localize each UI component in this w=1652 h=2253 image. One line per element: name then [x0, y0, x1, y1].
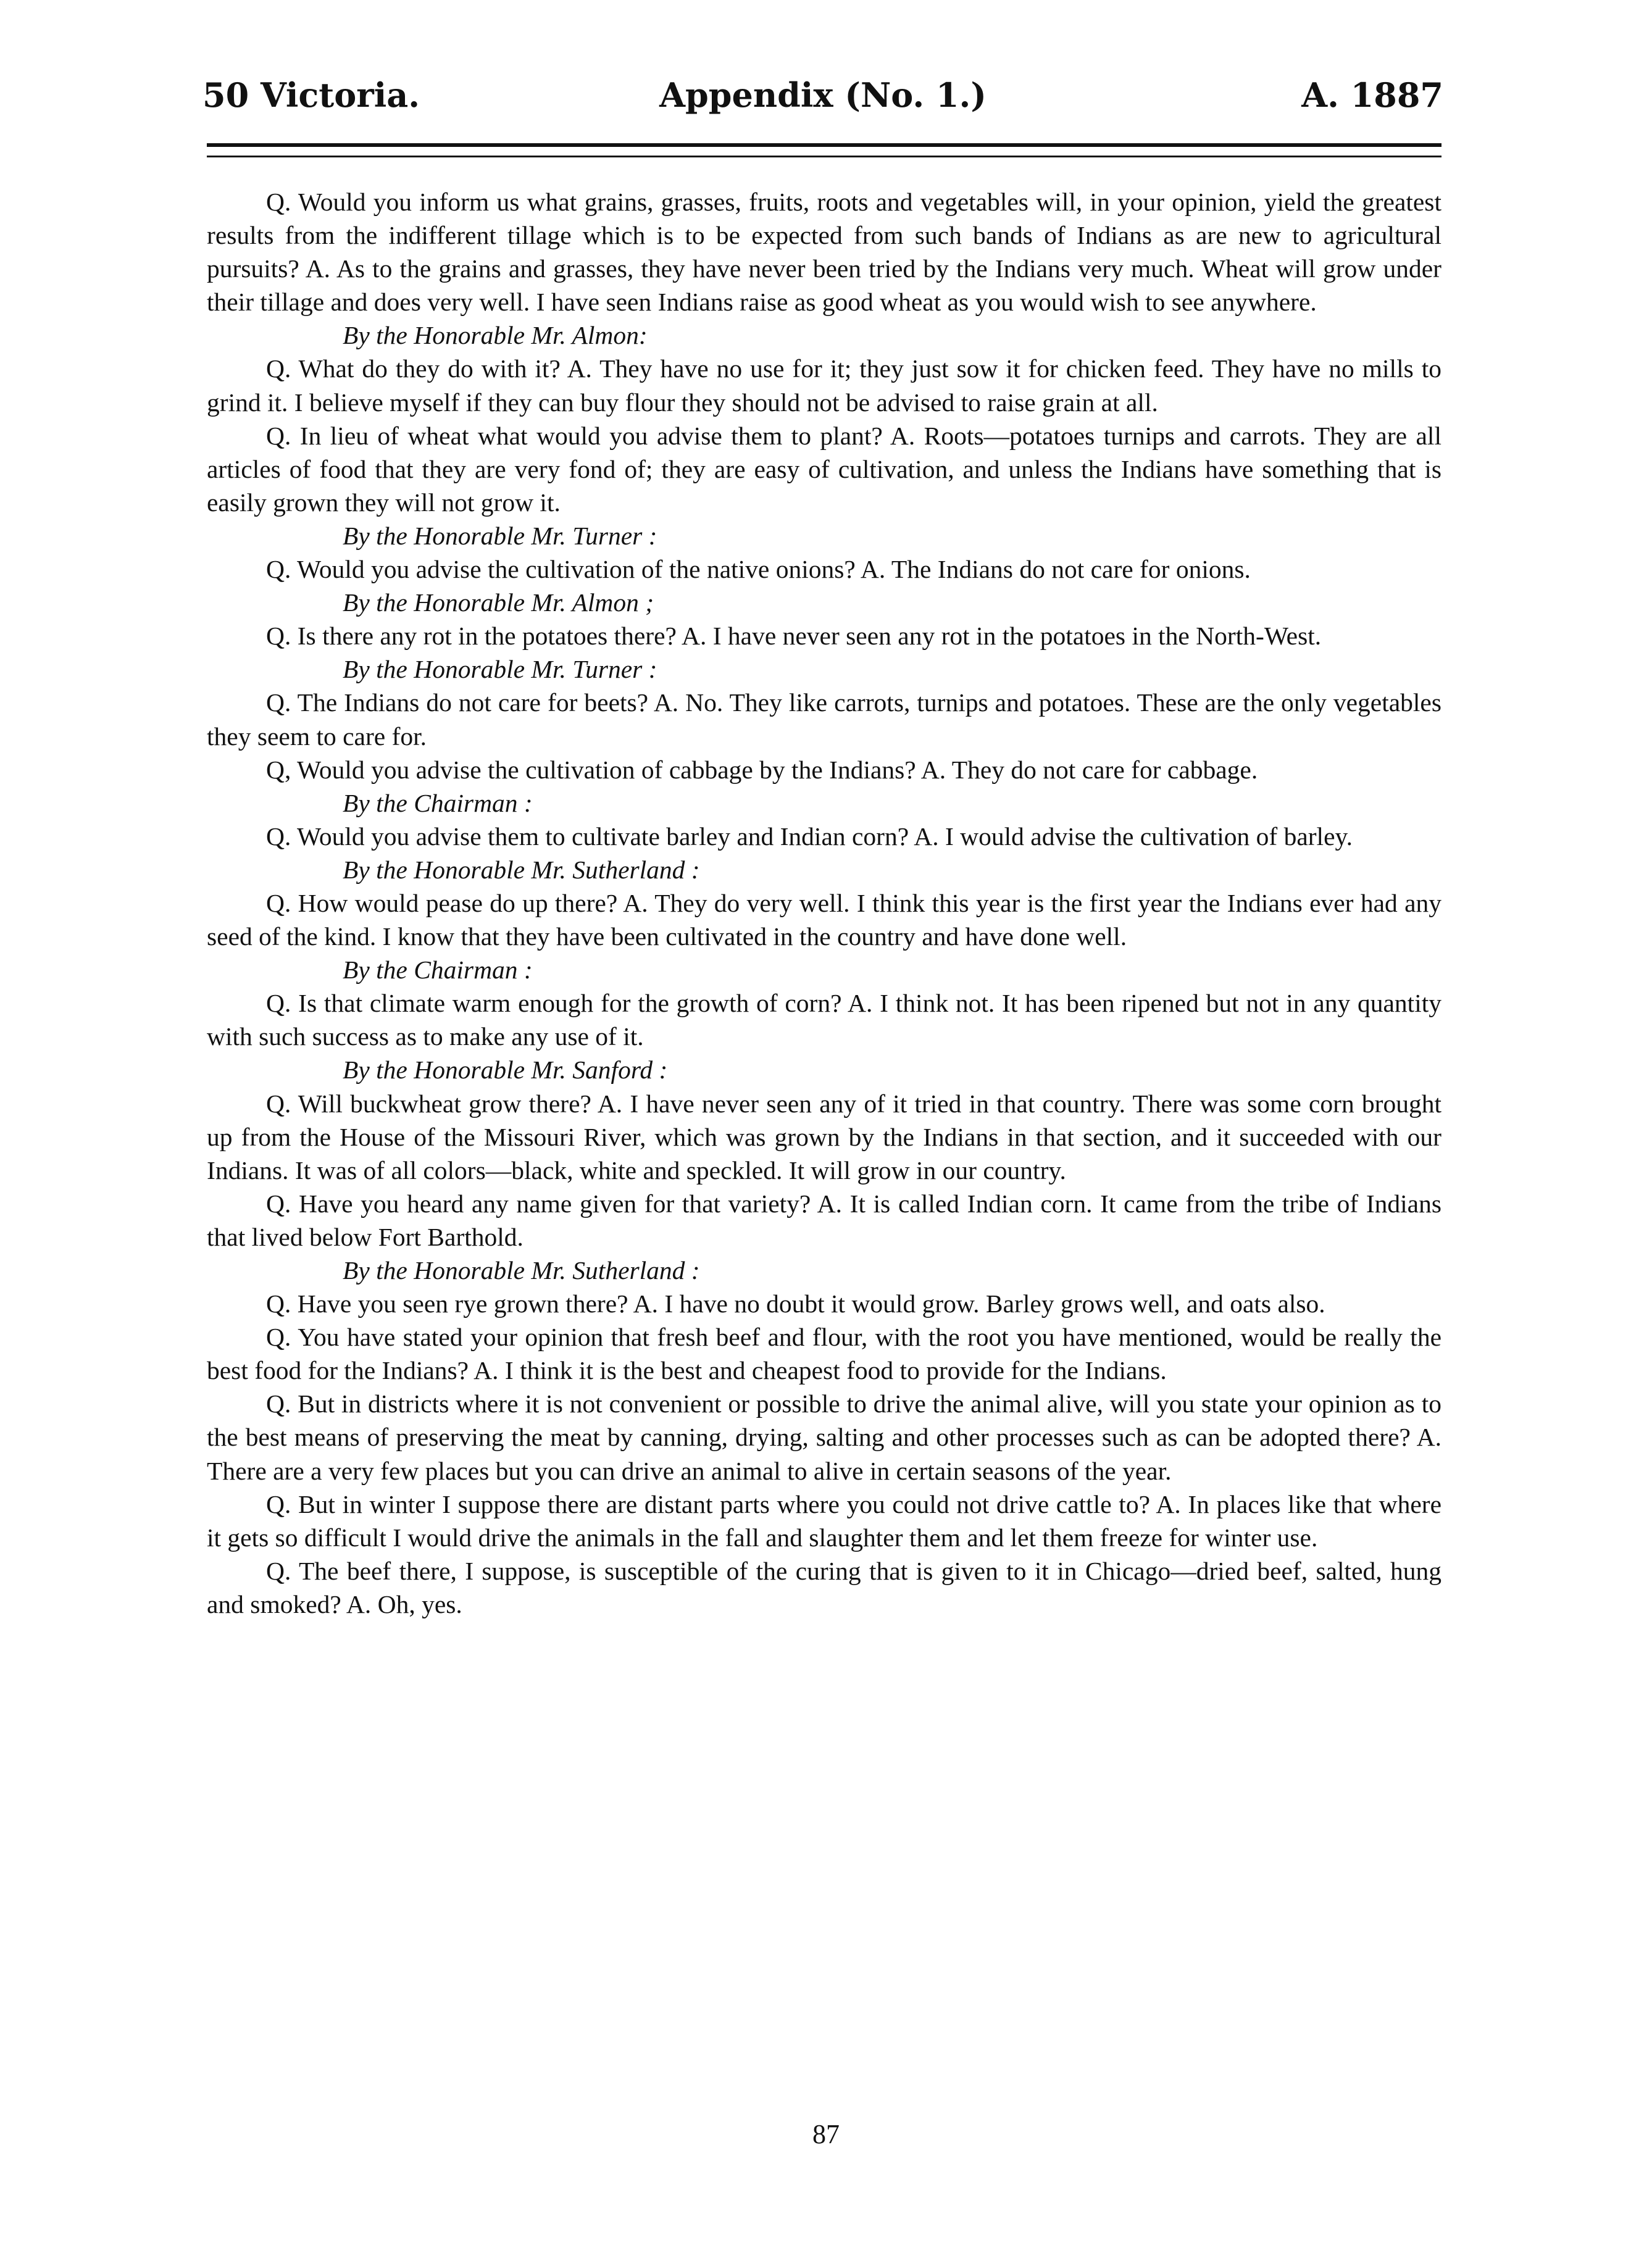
qa-paragraph: Q. Have you heard any name given for that variety? A. It is called Indian corn. It came from the tribe of Indians that lived below Fort Barthold.	[207, 1189, 1441, 1251]
qa-paragraph: Q. What do they do with it? A. They have no use for it; they just sow it for chicken feed. They have no mills to grind it. I believe myself if they can buy flour they should not be advised to raise grain at all.	[207, 354, 1441, 417]
qa-paragraph: Q. But in districts where it is not convenient or possible to drive the animal alive, will you state your opinion as to the best means of preserving the meat by canning, drying, salting and other processes such as can be adopted there? A. There are a very few places but you can drive an animal to alive in certain seasons of the year.	[207, 1389, 1441, 1485]
qa-paragraph: Q. The beef there, I suppose, is susceptible of the curing that is given to it in Chicago—dried beef, salted, hung and smoked? A. Oh, yes.	[207, 1556, 1441, 1618]
testimony-text	[207, 185, 1441, 1621]
qa-paragraph: Q. How would pease do up there? A. They do very well. I think this year is the first year the Indians ever had any seed of the kind. I know that they have been cultivated in the country and have done well.	[207, 888, 1441, 951]
qa-paragraph: Q. In lieu of wheat what would you advise them to plant? A. Roots—potatoes turnips and carrots. They are all articles of food that they are very fond of; they are easy of cultivation, and unless the Indians have something that is easily grown they will not grow it.	[207, 421, 1441, 517]
qa-paragraph: Q. Would you inform us what grains, grasses, fruits, roots and vegetables will, in your opinion, yield the greatest results from the indifferent tillage which is to be expected from such bands of Indians as are new to agricultural pursuits? A. As to the grains and grasses, they have never been tried by the Indians very much. Wheat will grow under their tillage and does very well. I have seen Indians raise as good wheat as you would wish to see anywhere.	[207, 188, 1441, 317]
qa-paragraph: Q. The Indians do not care for beets? A. No. They like carrots, turnips and potatoes. These are the only vegetables they seem to care for.	[207, 688, 1441, 751]
page-number: 87	[812, 2119, 840, 2149]
running-header	[202, 75, 1443, 131]
qa-paragraph: Q. Is that climate warm enough for the growth of corn? A. I think not. It has been ripened but not in any quantity with such success as to make any use of it.	[207, 989, 1441, 1051]
qa-paragraph: Q. You have stated your opinion that fresh beef and flour, with the root you have mentioned, would be really the best food for the Indians? A. I think it is the best and cheapest food to provide for the Indians.	[207, 1323, 1441, 1385]
qa-paragraph: Q, Would you advise the cultivation of cabbage by the Indians? A. They do not care for cabbage.	[266, 755, 1258, 784]
speaker-heading: By the Honorable Mr. Sutherland :	[343, 855, 700, 884]
speaker-heading: By the Chairman :	[343, 788, 533, 817]
header-year: A. 1887	[1301, 75, 1443, 115]
qa-paragraph: Q. Is there any rot in the potatoes there? A. I have never seen any rot in the potatoes in the North-West.	[266, 622, 1322, 651]
qa-paragraph: Q. Would you advise them to cultivate barley and Indian corn? A. I would advise the cultivation of barley.	[266, 822, 1353, 851]
header-rule-thin	[207, 156, 1441, 157]
speaker-heading: By the Honorable Mr. Sutherland :	[343, 1256, 700, 1285]
speaker-heading: By the Honorable Mr. Almon:	[343, 321, 648, 350]
speaker-heading: By the Chairman :	[343, 956, 533, 985]
qa-paragraph: Q. Would you advise the cultivation of the native onions? A. The Indians do not care for onions.	[266, 555, 1251, 584]
speaker-heading: By the Honorable Mr. Turner :	[343, 521, 657, 550]
header-rule-thick	[207, 143, 1441, 147]
speaker-heading: By the Honorable Mr. Almon ;	[343, 588, 654, 617]
speaker-heading: By the Honorable Mr. Turner :	[343, 655, 657, 684]
qa-paragraph: Q. Have you seen rye grown there? A. I have no doubt it would grow. Barley grows well, and oats also.	[266, 1289, 1325, 1318]
qa-paragraph: Q. Will buckwheat grow there? A. I have never seen any of it tried in that country. There was some corn brought up from the House of the Missouri River, which was grown by the Indians in that section, and it succeeded with our Indians. It was of all colors—black, white and speckled. It will grow in our country.	[207, 1089, 1441, 1185]
qa-paragraph: Q. But in winter I suppose there are distant parts where you could not drive cattle to? A. In places like that where it gets so difficult I would drive the animals in the fall and slaughter them and let them freeze for winter use.	[207, 1489, 1441, 1552]
header-session: 50 Victoria.	[202, 75, 420, 115]
header-appendix: Appendix (No. 1.)	[659, 75, 987, 115]
speaker-heading: By the Honorable Mr. Sanford :	[343, 1056, 668, 1085]
